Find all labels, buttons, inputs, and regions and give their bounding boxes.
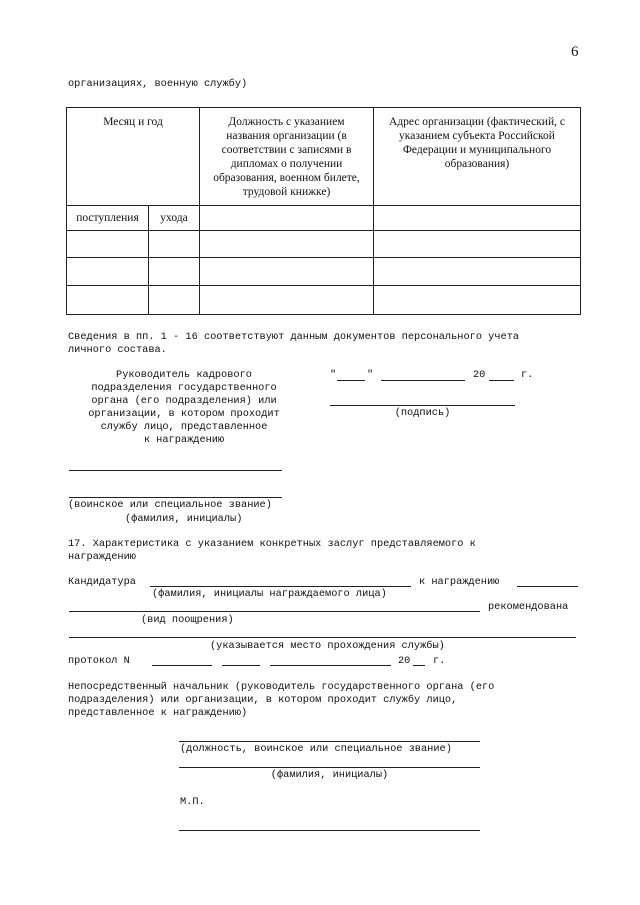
- table-row-divider: [67, 230, 580, 231]
- stamp-signature-line: [179, 830, 480, 831]
- hr-head-title: [64, 369, 304, 447]
- protocol-year-suffix: г.: [433, 655, 446, 667]
- to-award-label: к награждению: [419, 576, 500, 588]
- candidate-label: Кандидатура: [68, 576, 136, 588]
- page-number: 6: [571, 44, 579, 60]
- header-position: [200, 115, 373, 199]
- protocol-year-line: [413, 665, 425, 666]
- protocol-number-line: [152, 665, 212, 666]
- compliance-line: личного состава.: [68, 344, 167, 356]
- candidate-name-line: [150, 586, 411, 587]
- hr-head-line: службу лицо, представленное: [100, 421, 268, 433]
- header-address-line: образования): [444, 158, 510, 170]
- superior-name-hint: (фамилия, инициалы): [270, 769, 389, 781]
- header-position-line: Должность с указанием: [228, 116, 345, 128]
- award-type-line: [69, 611, 480, 612]
- section17-heading-line: награждению: [68, 551, 136, 563]
- hr-head-line: организации, в котором проходит: [88, 408, 280, 420]
- hr-head-line: органа (его подразделения) или: [91, 395, 277, 407]
- sub-header-start: поступления: [76, 212, 139, 224]
- compliance-line: Сведения в пп. 1 - 16 соответствуют данным документов персонального учета: [68, 331, 520, 343]
- service-place-hint: (указывается место прохождения службы): [210, 640, 445, 652]
- protocol-month-line: [270, 665, 391, 666]
- hr-date-quote-open: ": [330, 369, 337, 381]
- name-line: [69, 497, 282, 498]
- header-address-line: Федерации и муниципального: [402, 144, 552, 156]
- signature-line: [330, 405, 515, 406]
- header-position-line: дипломах о получении: [230, 158, 343, 170]
- recommended-label: рекомендована: [488, 601, 569, 613]
- direct-superior-text: [68, 681, 494, 720]
- table-row-divider: [67, 205, 580, 206]
- section17-heading: [68, 538, 476, 564]
- compliance-statement: [68, 331, 519, 357]
- rank-line: [69, 470, 282, 471]
- superior-position-line: [179, 741, 480, 742]
- hr-date-year-suffix: г.: [521, 369, 534, 381]
- date-year-line: [489, 380, 514, 381]
- header-month-year: Месяц и год: [103, 116, 163, 128]
- table-row-divider: [67, 285, 580, 286]
- header-position-line: трудовой книжке): [242, 186, 331, 198]
- header-address-line: указанием субъекта Российской: [399, 130, 555, 142]
- header-position-line: соответствии с записями в: [221, 144, 352, 156]
- hr-head-line: подразделения государственного: [91, 382, 277, 394]
- rank-label: (воинское или специальное звание): [68, 499, 272, 511]
- hr-head-line: Руководитель кадрового: [116, 369, 252, 381]
- table-row-divider: [67, 257, 580, 258]
- header-position-line: образования, военном билете,: [213, 172, 360, 184]
- superior-position-hint: (должность, воинское или специальное звание): [180, 743, 452, 755]
- direct-superior-line: Непосредственный начальник (руководитель государственного органа (его: [68, 681, 495, 693]
- candidate-name-hint: (фамилия, инициалы награждаемого лица): [152, 588, 387, 600]
- stamp-label: М.П.: [180, 796, 205, 808]
- superior-name-line: [179, 767, 480, 768]
- date-month-line: [381, 380, 465, 381]
- protocol-year: 20: [398, 655, 411, 667]
- name-label: (фамилия, инициалы): [125, 513, 243, 525]
- header-address: [374, 115, 580, 171]
- date-day-line: [337, 380, 365, 381]
- to-award-line: [517, 586, 578, 587]
- intro-fragment: организациях, военную службу): [68, 78, 248, 90]
- signature-label: (подпись): [394, 407, 451, 419]
- protocol-label: протокол N: [68, 655, 130, 667]
- protocol-day-line: [222, 665, 260, 666]
- sub-header-end: ухода: [160, 212, 188, 224]
- award-type-hint: (вид поощрения): [141, 614, 234, 626]
- service-place-line: [69, 637, 576, 638]
- service-table: [66, 107, 581, 315]
- direct-superior-line: подразделения) или организации, в котором проходит службу лицо,: [68, 694, 458, 706]
- header-address-line: Адрес организации (фактический, с: [389, 116, 565, 128]
- section17-heading-line: 17. Характеристика с указанием конкретных заслуг представляемого к: [68, 538, 476, 550]
- direct-superior-line: представленное к награждению): [68, 707, 248, 719]
- header-position-line: названия организации (в: [226, 130, 347, 142]
- hr-date-quote-close: ": [367, 369, 374, 381]
- hr-date-year: 20: [473, 369, 486, 381]
- hr-head-line: к награждению: [143, 434, 225, 446]
